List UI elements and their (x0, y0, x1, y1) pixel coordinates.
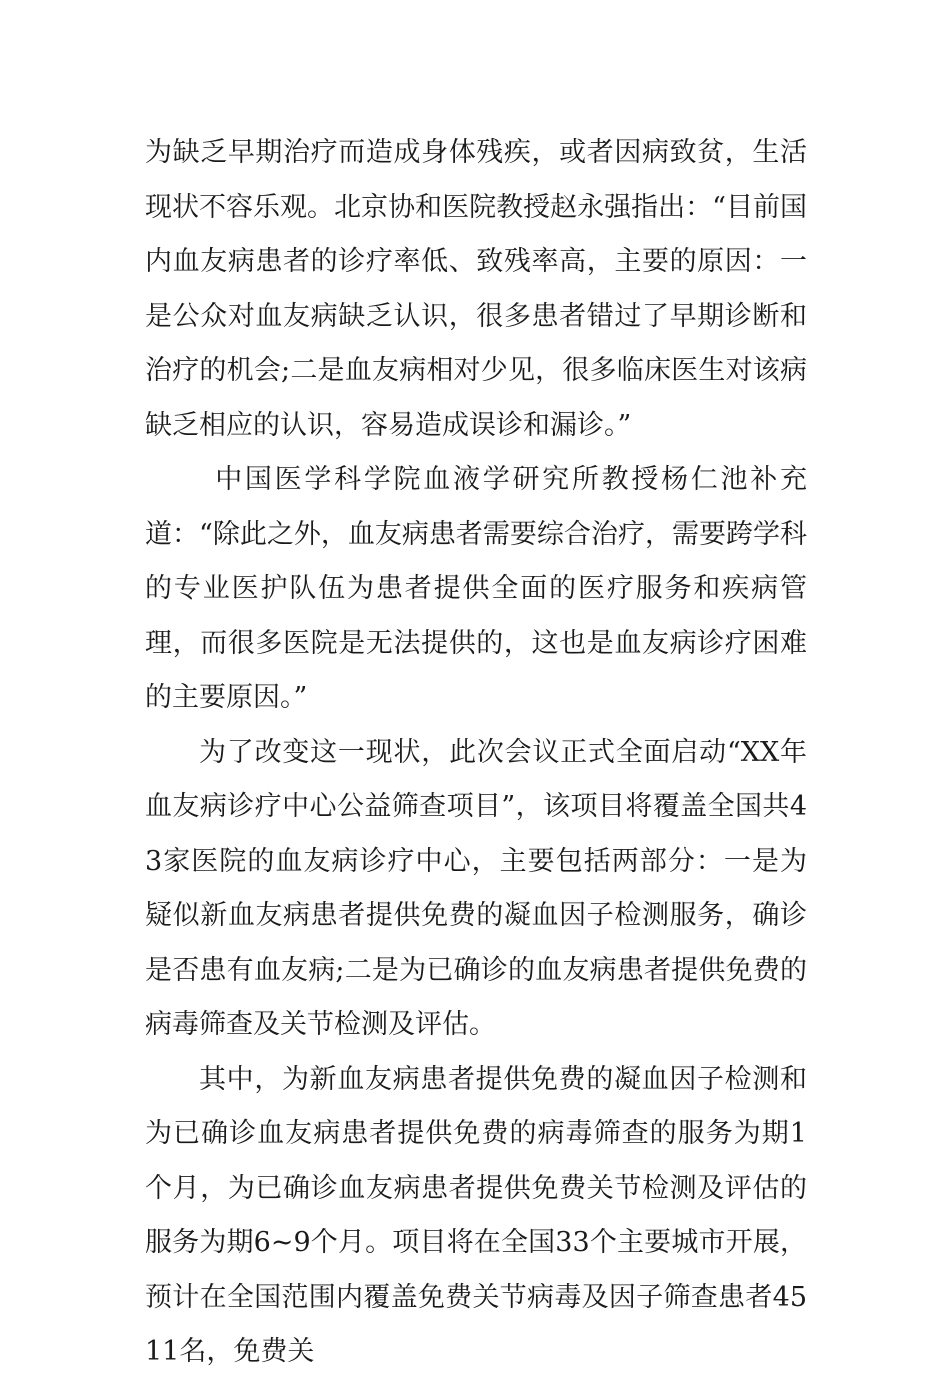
document-body (145, 126, 807, 1380)
paragraph-screening-project: 为了改变这一现状，此次会议正式全面启动“XX年血友病诊疗中心公益筛查项目”，该项目将覆盖全国共43家医院的血友病诊疗中心，主要包括两部分：一是为疑似新血友病患者提供免费的凝血因子检测服务，确诊是否患有血友病;二是为已确诊的血友病患者提供免费的病毒筛查及关节检测及评估。 (145, 736, 807, 1040)
paragraph-continued: 为缺乏早期治疗而造成身体残疾，或者因病致贫，生活现状不容乐观。北京协和医院教授赵永强指出：“目前国内血友病患者的诊疗率低、致残率高，主要的原因：一是公众对血友病缺乏认识，很多患者错过了早期诊断和治疗的机会;二是血友病相对少见，很多临床医生对该病缺乏相应的认识，容易造成误诊和漏诊。” (145, 137, 807, 441)
paragraph-quote-yang: 中国医学科学院血液学研究所教授杨仁池补充道：“除此之外，血友病患者需要综合治疗，需要跨学科的专业医护队伍为患者提供全面的医疗服务和疾病管理，而很多医院是无法提供的，这也是血友病诊疗困难的主要原因。” (145, 464, 807, 713)
paragraph-service-duration: 其中，为新血友病患者提供免费的凝血因子检测和为已确诊血友病患者提供免费的病毒筛查的服务为期1个月，为已确诊血友病患者提供免费关节检测及评估的服务为期6~9个月。项目将在全国33个主要城市开展，预计在全国范围内覆盖免费关节病毒及因子筛查患者4511名，免费关 (145, 1063, 807, 1367)
